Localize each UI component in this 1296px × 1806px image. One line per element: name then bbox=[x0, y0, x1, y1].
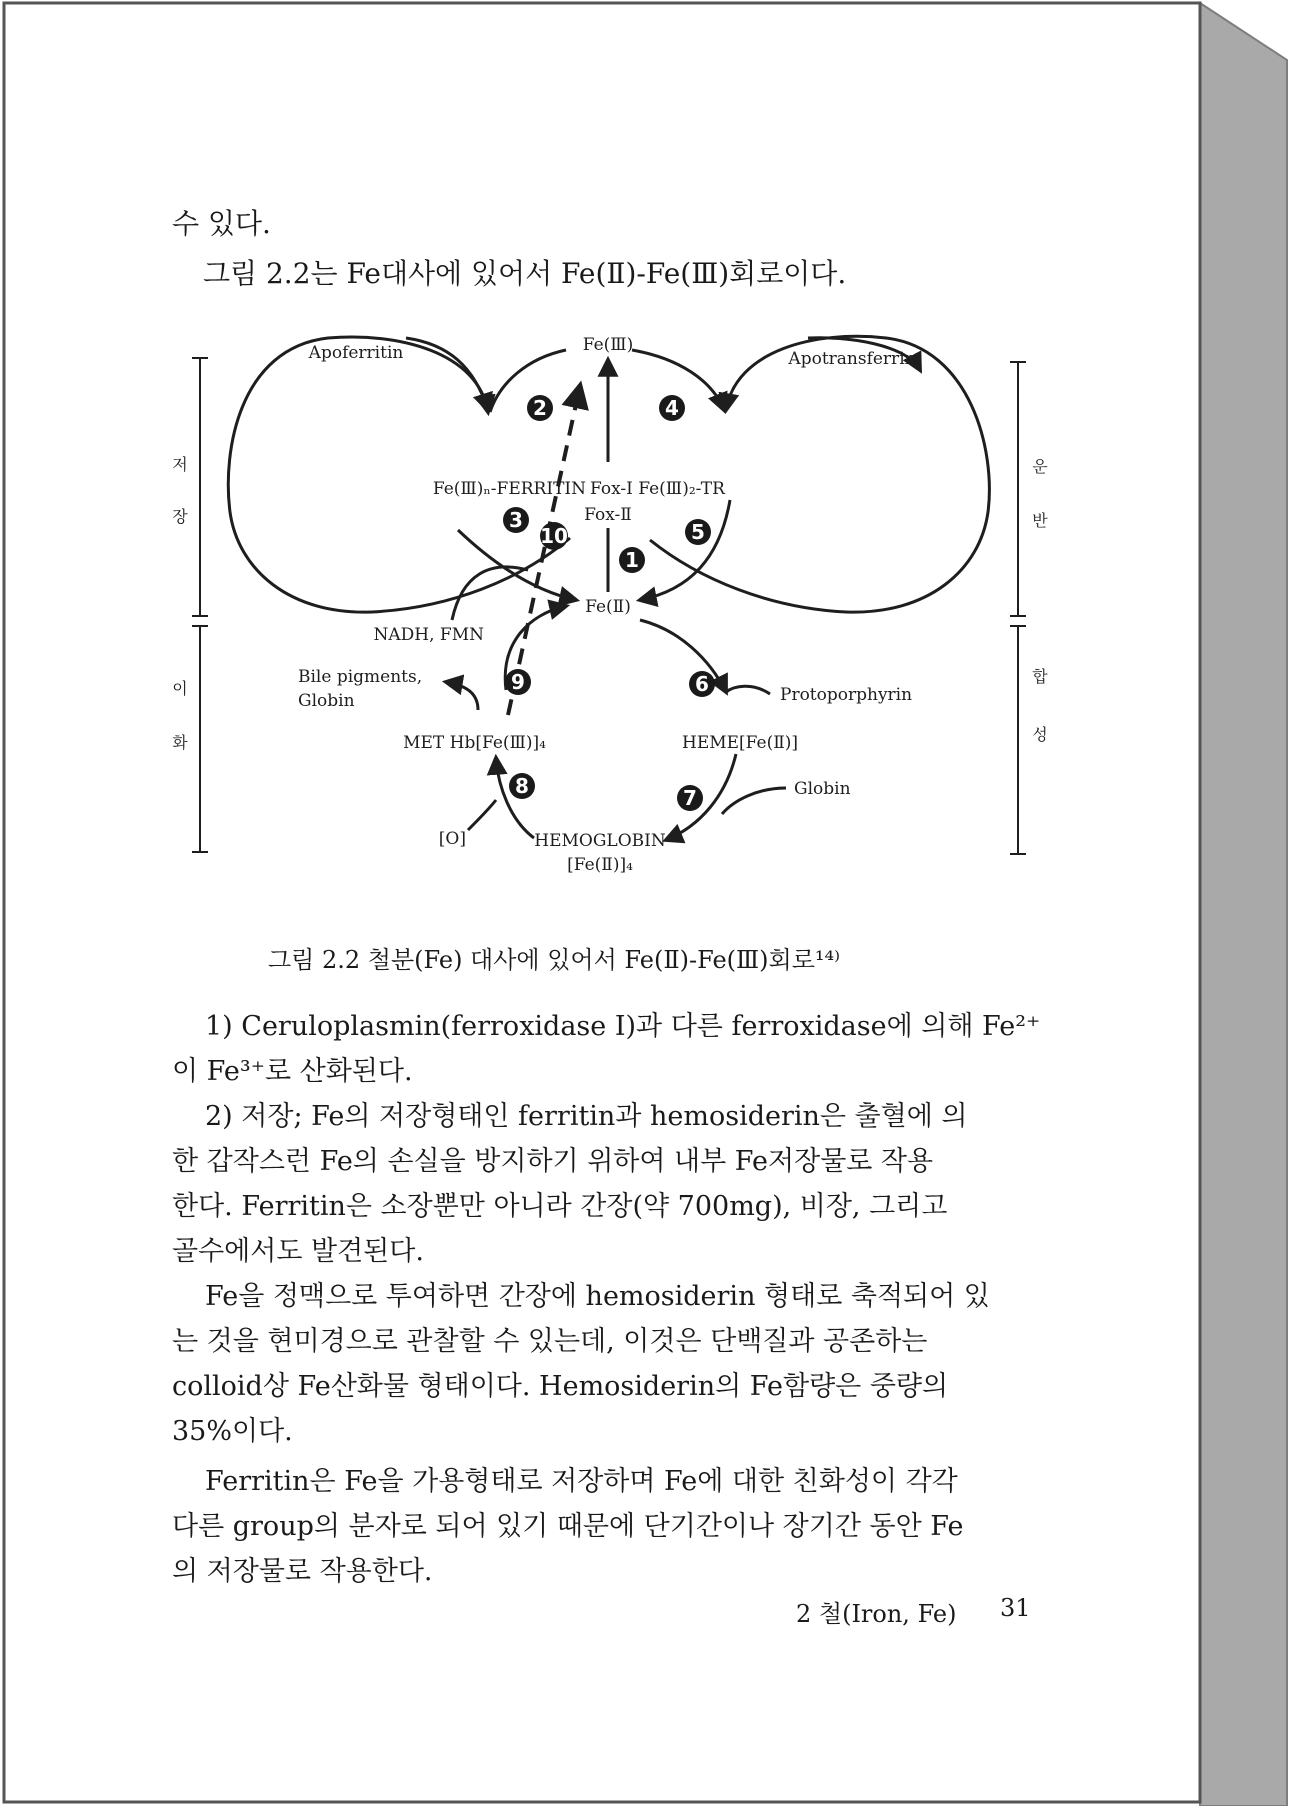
label-bile-pigments: Bile pigments, bbox=[298, 667, 423, 687]
page-number: 31 bbox=[1000, 1594, 1031, 1622]
body-line-9: colloid상 Fe산화물 형태이다. Hemosiderin의 Fe함량은 중량의 bbox=[172, 1371, 949, 1402]
body-line-12: 다른 group의 분자로 되어 있기 때문에 단기간이나 장기간 동안 Fe bbox=[172, 1511, 964, 1542]
label-hemoglobin-fe: [Fe(Ⅱ)]₄ bbox=[567, 855, 633, 875]
right-bracket bbox=[1010, 362, 1026, 854]
side-label-storage-2: 장 bbox=[172, 507, 188, 526]
arc-oxygen-in bbox=[468, 800, 496, 830]
step-marker-6 bbox=[689, 671, 715, 697]
arc-methb-to-bile bbox=[446, 682, 478, 710]
fe-cycle-diagram bbox=[0, 330, 1200, 890]
step-marker-4 bbox=[659, 395, 685, 421]
arrow-methb-to-fe3-dashed bbox=[508, 386, 580, 715]
arc-protoporphyrin-in bbox=[726, 686, 770, 694]
svg-text:1: 1 bbox=[625, 548, 639, 572]
label-fe2-center: Fe(Ⅱ) bbox=[585, 597, 631, 617]
arc-tr-to-fe2 bbox=[640, 500, 730, 600]
svg-text:7: 7 bbox=[683, 786, 697, 810]
step-marker-9 bbox=[505, 669, 531, 695]
svg-text:9: 9 bbox=[511, 670, 525, 694]
side-label-synthesis-2: 성 bbox=[1032, 725, 1048, 744]
step-marker-7 bbox=[677, 785, 703, 811]
apoferritin-loop bbox=[228, 337, 570, 612]
left-bracket bbox=[192, 358, 208, 852]
step-marker-8 bbox=[509, 773, 535, 799]
step-marker-1 bbox=[619, 547, 645, 573]
body-line-13: 의 저장물로 작용한다. bbox=[172, 1556, 433, 1587]
step-marker-3 bbox=[503, 507, 529, 533]
label-fe3-top: Fe(Ⅲ) bbox=[582, 335, 634, 355]
label-globin-right: Globin bbox=[794, 779, 851, 799]
side-label-transport-1: 운 bbox=[1032, 457, 1048, 476]
figure-caption: 그림 2.2 철분(Fe) 대사에 있어서 Fe(Ⅱ)-Fe(Ⅲ)회로¹⁴⁾ bbox=[268, 946, 841, 974]
arc-hemoglobin-to-methb bbox=[496, 758, 534, 838]
label-heme: HEME[Fe(Ⅱ)] bbox=[682, 733, 799, 753]
arc-ferritin-to-fe3 bbox=[406, 338, 488, 410]
svg-text:3: 3 bbox=[509, 508, 523, 532]
side-label-ionize-2: 화 bbox=[172, 733, 188, 752]
body-line-3: 2) 저장; Fe의 저장형태인 ferritin과 hemosiderin은 출혈에 의 bbox=[205, 1101, 968, 1132]
label-ferritin: Fe(Ⅲ)ₙ-FERRITIN bbox=[432, 479, 586, 499]
side-label-ionize-1: 이 bbox=[172, 679, 188, 698]
label-hemoglobin: HEMOGLOBIN bbox=[534, 831, 666, 851]
arc-fe3-to-apoferritin bbox=[490, 350, 566, 412]
step-marker-10 bbox=[540, 522, 568, 550]
body-line-11: Ferritin은 Fe을 가용형태로 저장하며 Fe에 대한 친화성이 각각 bbox=[205, 1466, 958, 1497]
intro-line-1: 수 있다. bbox=[172, 207, 271, 240]
body-line-5: 한다. Ferritin은 소장뿐만 아니라 간장(약 700mg), 비장, 그리고 bbox=[172, 1191, 948, 1222]
step-marker-2 bbox=[527, 395, 553, 421]
label-apotransferrin: Apotransferrin bbox=[788, 349, 916, 369]
label-methb: MET Hb[Fe(Ⅲ)]₄ bbox=[403, 733, 546, 753]
svg-text:6: 6 bbox=[695, 672, 709, 696]
svg-text:5: 5 bbox=[691, 520, 705, 544]
body-line-7: Fe을 정맥으로 투여하면 간장에 hemosiderin 형태로 축적되어 있 bbox=[205, 1281, 990, 1312]
arc-globin-in bbox=[722, 788, 786, 814]
svg-text:8: 8 bbox=[515, 774, 529, 798]
body-line-2: 이 Fe³⁺로 산화된다. bbox=[172, 1056, 413, 1087]
body-line-4: 한 갑작스런 Fe의 손실을 방지하기 위하여 내부 Fe저장물로 작용 bbox=[172, 1146, 934, 1177]
body-line-1: 1) Ceruloplasmin(ferroxidase Ⅰ)과 다른 ferroxidase에 의해 Fe²⁺ bbox=[205, 1011, 1041, 1042]
intro-line-2: 그림 2.2는 Fe대사에 있어서 Fe(Ⅱ)-Fe(Ⅲ)회로이다. bbox=[203, 257, 847, 290]
running-head: 2 철(Iron, Fe) bbox=[796, 1600, 957, 1628]
label-bile-globin: Globin bbox=[298, 691, 355, 711]
svg-text:2: 2 bbox=[533, 396, 547, 420]
label-apoferritin: Apoferritin bbox=[308, 343, 404, 363]
label-nadh-fmn: NADH, FMN bbox=[373, 625, 484, 645]
side-label-storage-1: 저 bbox=[172, 455, 188, 474]
body-line-6: 골수에서도 발견된다. bbox=[172, 1236, 424, 1267]
side-label-synthesis-1: 합 bbox=[1032, 667, 1048, 686]
svg-text:10: 10 bbox=[540, 524, 568, 548]
side-label-transport-2: 반 bbox=[1032, 511, 1048, 530]
body-line-8: 는 것을 현미경으로 관찰할 수 있는데, 이것은 단백질과 공존하는 bbox=[172, 1326, 928, 1357]
svg-text:4: 4 bbox=[665, 396, 679, 420]
label-oxygen: [O] bbox=[438, 829, 466, 849]
step-marker-5 bbox=[685, 519, 711, 545]
label-fox2: Fox-Ⅱ bbox=[584, 505, 632, 525]
label-protoporphyrin: Protoporphyrin bbox=[780, 685, 913, 705]
body-line-10: 35%이다. bbox=[172, 1416, 293, 1447]
label-fox1-tr: Fox-I Fe(Ⅲ)₂-TR bbox=[590, 479, 725, 499]
